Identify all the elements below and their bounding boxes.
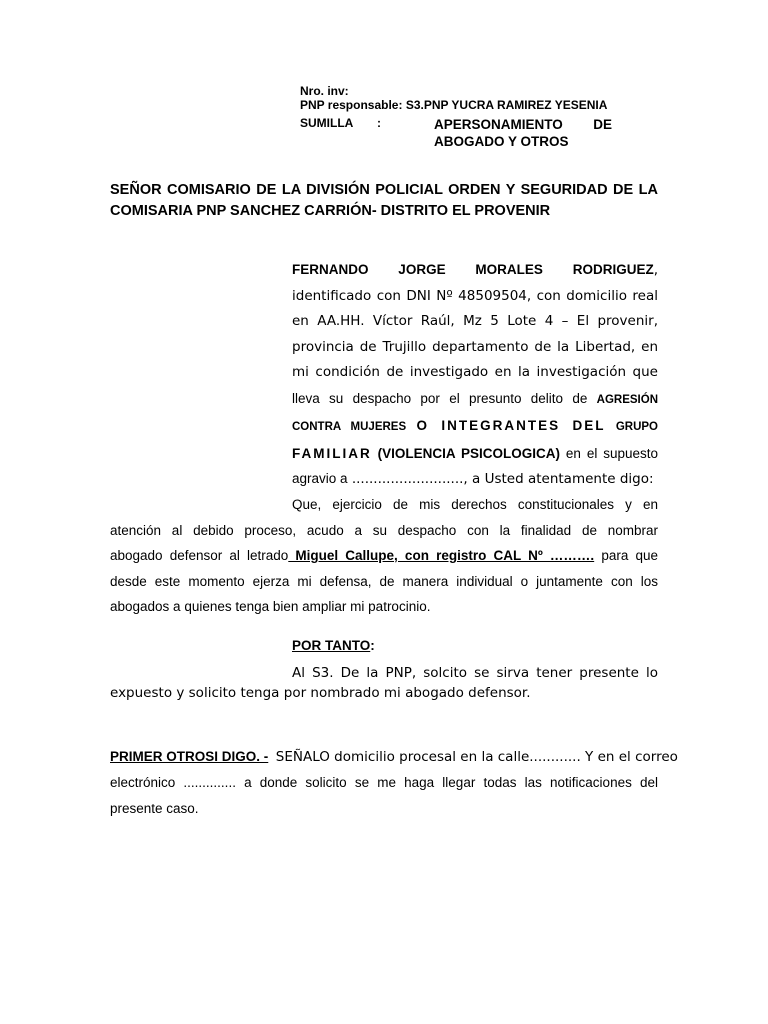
- otrosi-line-2: electrónico .............. a donde solicito se me haga llegar todas las notificaciones del: [110, 775, 658, 790]
- applicant-name: FERNANDO JORGE MORALES RODRIGUEZ: [292, 262, 654, 277]
- intro-line-3: en AA.HH. Víctor Raúl, Mz 5 Lote 4 – El provenir,: [292, 313, 658, 329]
- body-line-3: abogado defensor al letrado Miguel Callupe, con registro CAL Nº ………. para que: [110, 548, 658, 563]
- intro-line-2: identificado con DNI Nº 48509504, con domicilio real: [292, 287, 658, 304]
- crime-name: AGRESIÓN: [596, 393, 658, 406]
- addressee: [110, 180, 658, 222]
- sumilla-label: SUMILLA: [300, 116, 354, 130]
- por-tanto-line-2: expuesto y solicito tenga por nombrado mi abogado defensor.: [110, 685, 531, 701]
- por-tanto-line-1-wrap: [292, 663, 658, 683]
- body-line-1: Que, ejercicio de mis derechos constitucionales y en: [292, 497, 658, 512]
- intro-line-6: lleva su despacho por el presunto delito de AGRESIÓN: [292, 390, 658, 406]
- intro-line-9: agravio a .........................., a Usted atentamente digo:: [292, 471, 654, 487]
- body-line-2: atención al debido proceso, acudo a su despacho con la finalidad de nombrar: [110, 522, 658, 538]
- body-line-4: desde este momento ejerza mi defensa, de manera individual o juntamente con los: [110, 573, 658, 589]
- lawyer-name: Miguel Callupe, con registro CAL Nº ……….: [288, 548, 595, 563]
- pnp-responsable-line: [300, 98, 607, 112]
- sumilla-line-2: ABOGADO Y OTROS: [434, 134, 569, 149]
- addressee-line-1: SEÑOR COMISARIO DE LA DIVISIÓN POLICIAL ORDEN Y SEGURIDAD DE LA: [110, 182, 658, 198]
- nro-inv-label: Nro. inv:: [300, 84, 349, 98]
- intro-paragraph: [292, 257, 658, 493]
- otrosi-paragraph: [110, 744, 678, 822]
- pnp-responsable-label: PNP responsable:: [300, 98, 403, 112]
- intro-line-1: FERNANDO JORGE MORALES RODRIGUEZ,: [292, 262, 658, 278]
- otrosi-line-1: PRIMER OTROSI DIGO. - SEÑALO domicilio procesal en la calle............ Y en el correo: [110, 749, 678, 765]
- sumilla-text: [434, 116, 612, 150]
- body-paragraph-first-line: [292, 492, 658, 518]
- por-tanto-line-2-wrap: [110, 683, 658, 703]
- intro-line-7: CONTRA MUJERES O INTEGRANTES DEL GRUPO: [292, 418, 658, 433]
- por-tanto-line-1: Al S3. De la PNP, solcito se sirva tener presente lo: [292, 665, 658, 681]
- addressee-line-2: COMISARIA PNP SANCHEZ CARRIÓN- DISTRITO EL PROVENIR: [110, 203, 551, 219]
- sumilla-line-1: APERSONAMIENTO DE: [434, 117, 612, 132]
- body-line-5: abogados a quienes tenga bien ampliar mi patrocinio.: [110, 599, 431, 614]
- otrosi-line-3: presente caso.: [110, 801, 199, 816]
- por-tanto-heading: POR TANTO:: [292, 638, 375, 653]
- body-paragraph: [110, 518, 658, 620]
- pnp-responsable-value: S3.PNP YUCRA RAMIREZ YESENIA: [405, 98, 608, 112]
- intro-line-4: provincia de Trujillo departamento de la Libertad, en: [292, 338, 658, 355]
- otrosi-heading: PRIMER OTROSI DIGO. -: [110, 749, 269, 764]
- intro-line-8: FAMILIAR (VIOLENCIA PSICOLOGICA) en el supuesto: [292, 445, 658, 461]
- sumilla-colon: :: [377, 116, 381, 130]
- intro-line-5: mi condición de investigado en la investigación que: [292, 364, 658, 380]
